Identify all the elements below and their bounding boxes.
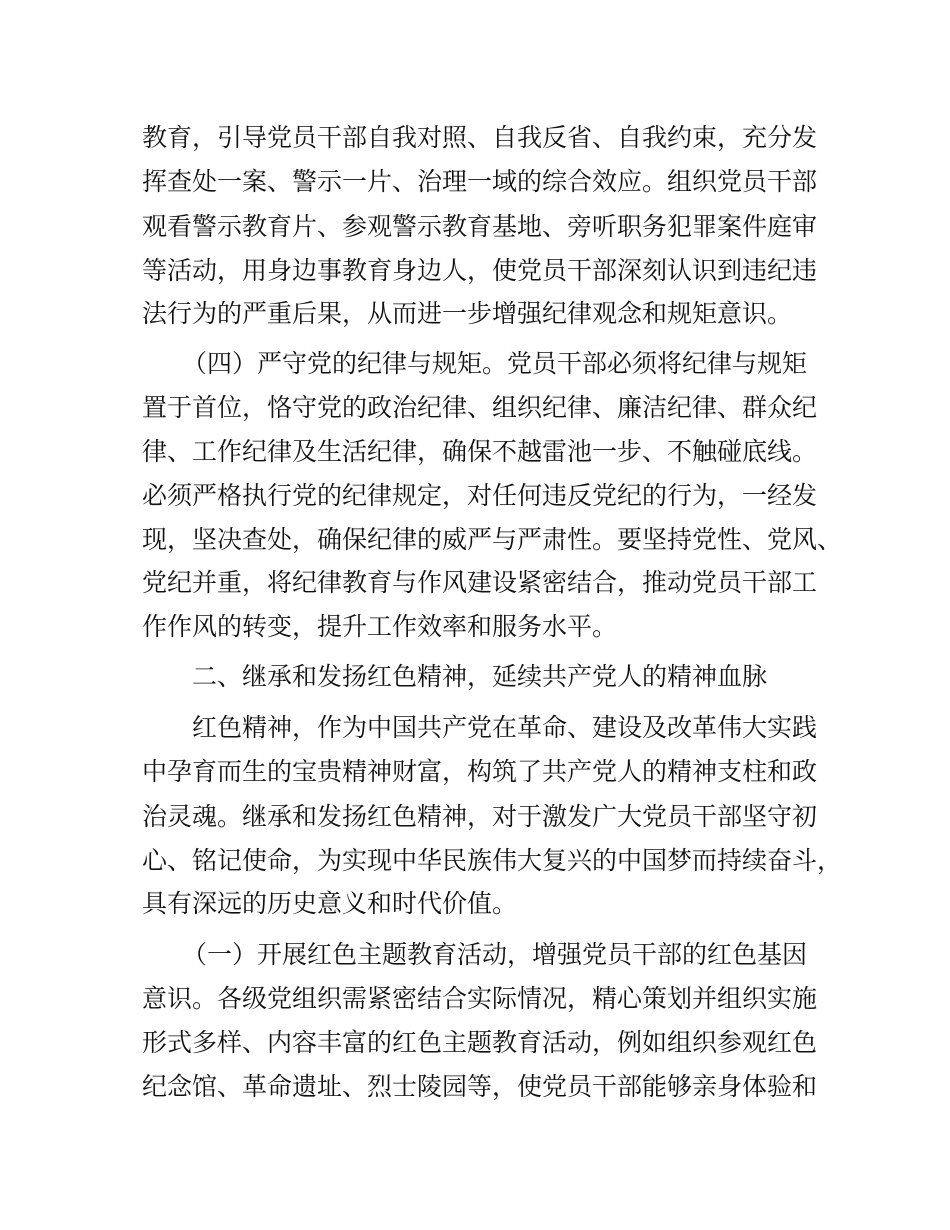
text-line: 心、铭记使命，为实现中华民族伟大复兴的中国梦而持续奋斗， — [142, 846, 843, 875]
text-line: 律、工作纪律及生活纪律，确保不越雷池一步、不触碰底线。 — [142, 437, 818, 466]
text-line: 意识。各级党组织需紧密结合实际情况，精心策划并组织实施 — [142, 984, 818, 1013]
text-line: 纪念馆、革命遗址、烈士陵园等，使党员干部能够亲身体验和 — [142, 1072, 818, 1101]
text-line: 红色精神，作为中国共产党在革命、建设及改革伟大实践 — [192, 713, 818, 742]
text-line: 具有深远的历史意义和时代价值。 — [142, 889, 518, 918]
text-line: 党纪并重，将纪律教育与作风建设紧密结合，推动党员干部工 — [142, 568, 818, 597]
text-line: 置于首位，恪守党的政治纪律、组织纪律、廉洁纪律、群众纪 — [142, 393, 818, 422]
text-line: 必须严格执行党的纪律规定，对任何违反党纪的行为，一经发 — [142, 481, 818, 510]
text-line: （一）开展红色主题教育活动，增强党员干部的红色基因 — [182, 940, 808, 969]
text-line: 观看警示教育片、参观警示教育基地、旁听职务犯罪案件庭审 — [142, 212, 818, 241]
text-line: 治灵魂。继承和发扬红色精神，对于激发广大党员干部坚守初 — [142, 802, 818, 831]
text-line: 挥查处一案、警示一片、治理一域的综合效应。组织党员干部 — [142, 167, 818, 196]
text-line: 作作风的转变，提升工作效率和服务水平。 — [142, 612, 618, 641]
text-line: 法行为的严重后果，从而进一步增强纪律观念和规矩意识。 — [142, 299, 793, 328]
text-line: 形式多样、内容丰富的红色主题教育活动，例如组织参观红色 — [142, 1028, 818, 1057]
section-heading: 二、继承和发扬红色精神，延续共产党人的精神血脉 — [192, 662, 768, 691]
text-line: 中孕育而生的宝贵精神财富，构筑了共产党人的精神支柱和政 — [142, 757, 818, 786]
text-line: 教育，引导党员干部自我对照、自我反省、自我约束，充分发 — [142, 123, 818, 152]
text-line: （四）严守党的纪律与规矩。党员干部必须将纪律与规矩 — [182, 349, 808, 378]
text-line: 等活动，用身边事教育身边人，使党员干部深刻认识到违纪违 — [142, 256, 818, 285]
text-line: 现，坚决查处，确保纪律的威严与严肃性。要坚持党性、党风、 — [142, 525, 843, 554]
